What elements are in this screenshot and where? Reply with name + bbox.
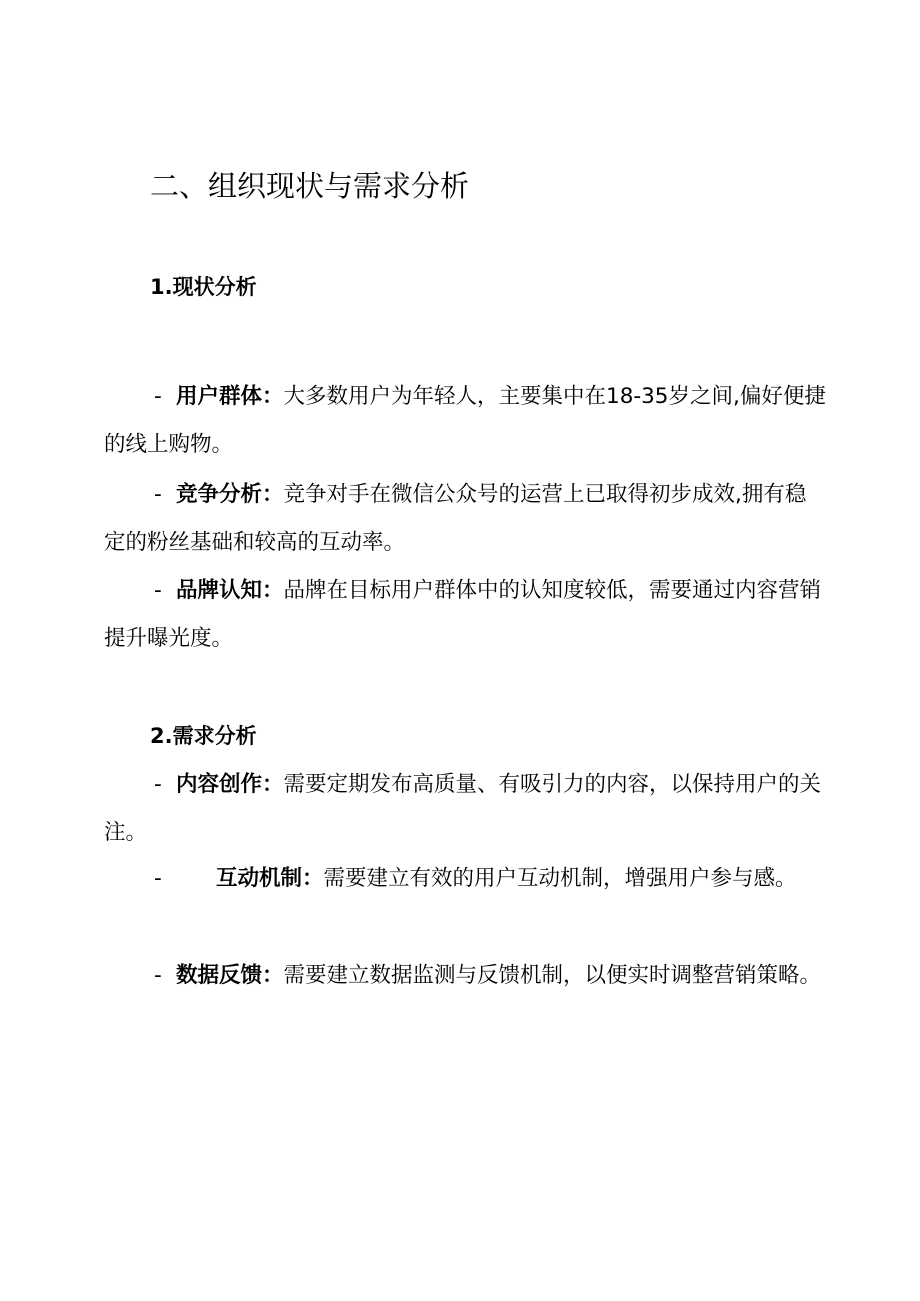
- bullet-dash: -: [154, 384, 162, 409]
- bullet-content-creation: [104, 761, 826, 857]
- section-heading-needs: 2.需求分析: [150, 724, 257, 748]
- bullet-text: 需要建立数据监测与反馈机制，以便实时调整营销策略。: [283, 963, 822, 988]
- bullet-data-feedback: [104, 952, 826, 1000]
- bullet-dash: -: [154, 578, 162, 603]
- bullet-text: 需要定期发布高质量、有吸引力的内容，以保持用户的关注。: [104, 772, 822, 845]
- bullet-dash: -: [154, 772, 162, 797]
- bullet-term: 数据反馈：: [176, 963, 284, 988]
- bullet-dash: -: [154, 482, 162, 507]
- bullet-competition-analysis: [104, 471, 826, 567]
- bullet-term: 内容创作：: [176, 772, 284, 797]
- bullet-term: 竞争分析：: [176, 482, 284, 507]
- bullet-text: 竞争对手在微信公众号的运营上已取得初步成效,拥有稳定的粉丝基础和较高的互动率。: [104, 482, 807, 555]
- bullet-brand-awareness: [104, 567, 826, 663]
- document-title: 二、组织现状与需求分析: [150, 169, 470, 203]
- bullet-term: 用户群体：: [176, 384, 284, 409]
- bullet-text: 品牌在目标用户群体中的认知度较低，需要通过内容营销提升曝光度。: [104, 578, 822, 651]
- bullet-dash: -: [154, 866, 162, 891]
- bullet-term: 品牌认知：: [176, 578, 284, 603]
- bullet-dash: -: [154, 963, 162, 988]
- bullet-term: 互动机制：: [216, 866, 324, 891]
- bullet-user-groups: [104, 373, 826, 469]
- bullet-text: 需要建立有效的用户互动机制，增强用户参与感。: [323, 866, 797, 891]
- bullet-interaction-mechanism: [104, 855, 826, 903]
- section-heading-status: 1.现状分析: [150, 275, 257, 299]
- bullet-text: 大多数用户为年轻人，主要集中在18-35岁之间,偏好便捷的线上购物。: [104, 384, 826, 457]
